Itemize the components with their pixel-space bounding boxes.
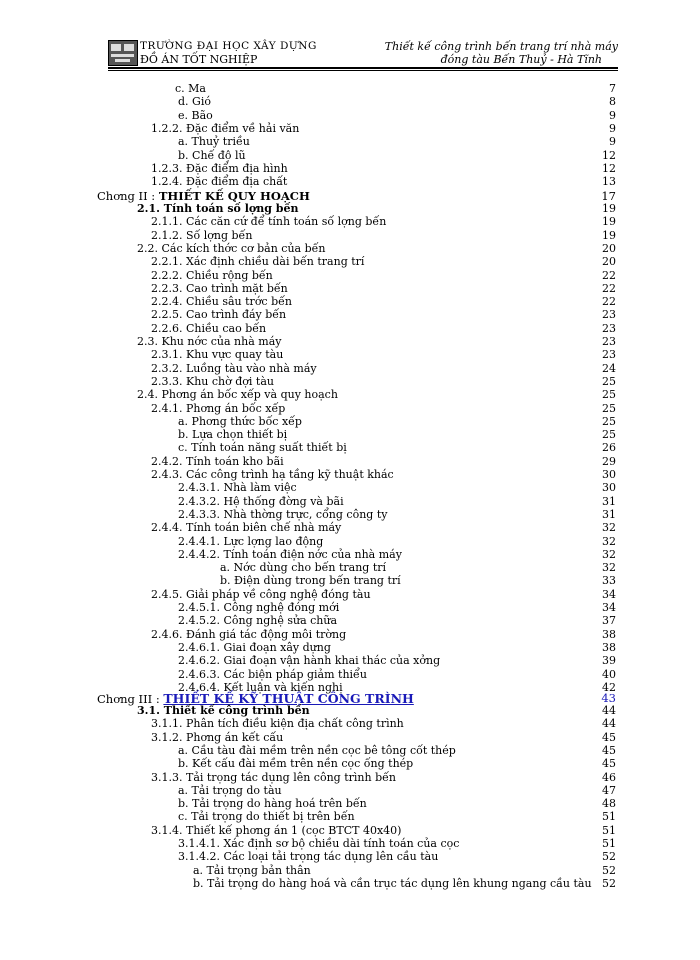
toc-page-number: 17 (601, 189, 616, 203)
toc-entry-title: 2.2.1. Xác định chiều dài bến trang trí (151, 255, 365, 269)
toc-entry (0, 877, 700, 890)
toc-entry-title: 2.4.4.1. Lực lợng lao động (178, 534, 324, 548)
toc-entry (0, 850, 700, 863)
toc-entry-title: 2.4. Phơng án bốc xếp và quy hoạch (137, 388, 338, 402)
toc-entry-title: 2.3.2. Luồng tàu vào nhà máy (151, 361, 317, 375)
toc-page-number: 25 (602, 374, 616, 388)
toc-entry-title: a. Thuỷ triều (178, 135, 250, 149)
toc-entry (0, 574, 700, 587)
toc-entry (0, 322, 700, 335)
toc-entry-title: 1.2.3. Đặc điểm địa hình (151, 161, 288, 175)
toc-entry-title: 2.4.4.2. Tính toán điện nớc của nhà máy (178, 547, 402, 561)
toc-page-number: 34 (602, 601, 616, 614)
toc-page-number: 32 (602, 534, 616, 548)
toc-entry (0, 162, 700, 175)
toc-page-number: 32 (602, 521, 616, 535)
toc-entry-title: 2.4.5.2. Công nghệ sửa chữa (178, 614, 338, 628)
toc-entry-title: a. Phơng thức bốc xếp (178, 414, 302, 428)
toc-entry (0, 521, 700, 534)
toc-page-number: 46 (602, 770, 616, 784)
toc-page-number: 22 (602, 268, 616, 282)
toc-page-number: 39 (602, 654, 616, 668)
toc-entry (0, 548, 700, 561)
toc-page-number: 7 (609, 82, 616, 95)
toc-entry (0, 601, 700, 614)
toc-entry (0, 295, 700, 308)
toc-entry (0, 668, 700, 681)
toc-page-number: 23 (602, 348, 616, 362)
toc-entry-title: a. Cầu tàu đài mềm trên nền cọc bê tông cốt thép (178, 743, 456, 757)
toc-entry-title: 2.2.6. Chiều cao bến (151, 321, 267, 335)
toc-entry-title: 3.1.4. Thiết kế phơng án 1 (cọc BTCT 40x40) (151, 823, 402, 837)
school-name: TRƯỜNG ĐẠI HỌC XÂY DỰNG (140, 40, 317, 52)
toc-entry (0, 308, 700, 321)
toc-entry-title: 2.4.6.3. Các biện pháp giảm thiểu (178, 667, 367, 681)
toc-entry-title: a. Tải trọng do tàu (178, 783, 282, 797)
toc-page-number: 38 (602, 640, 616, 654)
toc-page-number: 13 (602, 175, 616, 189)
toc-page-number: 20 (602, 255, 616, 269)
toc-page-number: 19 (602, 228, 616, 242)
toc-entry (0, 837, 700, 850)
toc-entry-title: 2.2.3. Cao trình mặt bến (151, 281, 288, 295)
toc-entry (0, 797, 700, 810)
toc-entry-title: c. Tính toán năng suất thiết bị (178, 441, 347, 455)
toc-entry-title: 2.1.1. Các căn cứ để tính toán số lợng bến (151, 215, 387, 229)
toc-entry-title: 2.2. Các kích thớc cơ bản của bến (137, 241, 326, 255)
toc-entry-title: 3.1. Thiết kế công trình bến (137, 704, 310, 717)
toc-page-number: 37 (602, 614, 616, 628)
toc-entry-title: b. Chế độ lũ (178, 148, 246, 162)
toc-entry (0, 810, 700, 823)
toc-entry (0, 335, 700, 348)
toc-page-number: 45 (602, 757, 616, 771)
toc-entry (0, 704, 700, 717)
toc-entry-title: e. Bão (178, 108, 213, 122)
toc-entry (0, 455, 700, 468)
toc-entry-title: 2.4.3. Các công trình hạ tầng kỹ thuật khác (151, 468, 394, 481)
toc-entry-title: 2.4.2. Tính toán kho bãi (151, 454, 284, 468)
toc-page-number: 51 (602, 823, 616, 837)
toc-entry (0, 415, 700, 428)
toc-page-number: 12 (602, 161, 616, 175)
toc-entry-title: b. Tải trọng do hàng hoá trên bến (178, 797, 367, 811)
toc-entry-title: 2.4.5.1. Công nghệ đóng mới (178, 601, 340, 614)
toc-entry-title: 2.1. Tính toán số lợng bến (137, 202, 299, 215)
toc-page-number: 40 (602, 667, 616, 681)
toc-entry (0, 202, 700, 215)
toc-page-number: 19 (602, 215, 616, 229)
toc-page-number: 23 (602, 335, 616, 348)
toc-entry-title: 2.4.3.1. Nhà làm việc (178, 481, 297, 495)
toc-page-number: 33 (602, 574, 616, 588)
toc-entry (0, 508, 700, 521)
toc-page-number: 29 (602, 454, 616, 468)
toc-entry-title: 3.1.3. Tải trọng tác dụng lên công trình bến (151, 770, 396, 784)
toc-entry (0, 628, 700, 641)
toc-entry-title: a. Tải trọng bản thân (193, 863, 311, 877)
toc-entry-title: d. Gió (178, 95, 211, 109)
toc-page-number: 23 (602, 308, 616, 322)
toc-page-number: 52 (602, 863, 616, 877)
toc-entry-title: 3.1.4.2. Các loại tải trọng tác dụng lên cầu tàu (178, 850, 439, 864)
toc-entry-title: 2.4.1. Phơng án bốc xếp (151, 401, 286, 415)
toc-entry-title: 2.3.1. Khu vực quay tàu (151, 348, 284, 362)
toc-entry (0, 641, 700, 654)
toc-entry-title: 2.4.6.2. Giai đoạn vận hành khai thác của xởng (178, 654, 441, 668)
toc-entry-title: 2.2.4. Chiều sâu trớc bến (151, 295, 292, 309)
toc-entry (0, 402, 700, 415)
toc-entry-title: c. Tải trọng do thiết bị trên bến (178, 810, 355, 824)
toc-page-number: 24 (602, 361, 616, 375)
toc-entry-title: b. Kết cấu đài mềm trên nền cọc ống thép (178, 757, 414, 771)
toc-page-number: 9 (609, 121, 616, 135)
toc-page-number: 38 (602, 627, 616, 641)
toc-page-number: 52 (602, 850, 616, 864)
toc-page-number: 47 (602, 783, 616, 797)
toc-entry (0, 229, 700, 242)
toc-entry-title: 2.3.3. Khu chờ đợi tàu (151, 374, 274, 388)
toc-entry (0, 824, 700, 837)
toc-page-number: 45 (602, 730, 616, 744)
toc-page-number: 51 (602, 837, 616, 850)
toc-entry (0, 468, 700, 481)
toc-entry-title: 2.4.5. Giải pháp về công nghệ đóng tàu (151, 587, 371, 601)
toc-entry (0, 109, 700, 122)
toc-entry (0, 784, 700, 797)
toc-entry (0, 731, 700, 744)
toc-entry (0, 255, 700, 268)
toc-entry-title: 3.1.1. Phân tích điều kiện địa chất công trình (151, 717, 404, 731)
toc-entry (0, 388, 700, 401)
toc-entry (0, 135, 700, 148)
header-rule-thin (108, 70, 618, 71)
toc-entry-title: 2.4.3.2. Hệ thống đờng và bãi (178, 494, 344, 508)
toc-entry (0, 215, 700, 228)
toc-page-number: 25 (602, 388, 616, 402)
toc-page-number: 8 (609, 95, 616, 109)
toc-page-number: 25 (602, 401, 616, 415)
toc-page-number: 25 (602, 428, 616, 442)
toc-page-number: 51 (602, 810, 616, 824)
toc-page-number: 9 (609, 135, 616, 149)
chapter-title: THIẾT KẾ QUY HOẠCH (158, 189, 310, 203)
toc-entry (0, 561, 700, 574)
header-rule (108, 67, 618, 69)
chapter-title: THIẾT KẾ KỸ THUẬT CÔNG TRÌNH (163, 691, 414, 706)
toc-page-number: 42 (602, 680, 616, 694)
university-logo-icon (108, 40, 138, 66)
toc-page-number: 45 (602, 743, 616, 757)
toc-entry (0, 717, 700, 730)
toc-page-number: 30 (602, 481, 616, 495)
toc-page-number: 32 (602, 547, 616, 561)
toc-page-number: 48 (602, 797, 616, 811)
toc-entry-title: 1.2.4. Đặc điểm địa chất (151, 175, 288, 189)
document-type: ĐỒ ÁN TỐT NGHIỆP (140, 53, 258, 66)
page-header (108, 40, 618, 70)
toc-page-number: 9 (609, 108, 616, 122)
toc-page-number: 22 (602, 281, 616, 295)
toc-entry-title: b. Tải trọng do hàng hoá và cần trục tác dụng lên khung ngang cầu tàu (193, 876, 592, 890)
toc-entry (0, 175, 700, 188)
toc-entry (0, 588, 700, 601)
toc-entry-title: b. Điện dùng trong bến trang trí (220, 574, 401, 588)
toc-entry (0, 348, 700, 361)
toc-entry (0, 362, 700, 375)
toc-page-number: 31 (602, 494, 616, 508)
project-title-line2: đóng tàu Bến Thuỷ - Hà Tĩnh (440, 53, 602, 66)
toc-entry-title: 2.4.3.3. Nhà thờng trực, cổng công ty (178, 507, 388, 521)
toc-entry (0, 242, 700, 255)
toc-entry (0, 614, 700, 627)
toc-entry (0, 535, 700, 548)
toc-entry (0, 375, 700, 388)
toc-entry-title: a. Nớc dùng cho bến trang trí (220, 561, 387, 575)
toc-page-number: 43 (601, 691, 616, 705)
toc-entry (0, 441, 700, 454)
toc-entry-title: 3.1.4.1. Xác định sơ bộ chiều dài tính toán của cọc (178, 837, 460, 850)
toc-page-number: 19 (602, 202, 616, 215)
toc-entry-title: 1.2.2. Đặc điểm về hải văn (151, 121, 300, 135)
toc-page-number: 31 (602, 507, 616, 521)
project-title-line1: Thiết kế công trình bến trang trí nhà máy (384, 40, 618, 53)
toc-page-number: 44 (602, 704, 616, 717)
chapter-label: Chơng III : (97, 692, 164, 706)
toc-entry-title: 2.2.2. Chiều rộng bến (151, 268, 273, 282)
toc-entry-title: 2.1.2. Số lợng bến (151, 228, 253, 242)
toc-page-number: 32 (602, 561, 616, 575)
toc-entry (0, 654, 700, 667)
toc-entry (0, 771, 700, 784)
toc-page-number: 22 (602, 295, 616, 309)
toc-entry-title: 2.4.6. Đánh giá tác động môi trờng (151, 627, 347, 641)
toc-entry (0, 82, 700, 95)
toc-entry (0, 269, 700, 282)
toc-entry-title: b. Lựa chọn thiết bị (178, 428, 288, 442)
toc-page-number: 26 (602, 441, 616, 455)
toc-entry (0, 864, 700, 877)
toc-entry (0, 495, 700, 508)
toc-page-number: 52 (602, 876, 616, 890)
toc-entry (0, 744, 700, 757)
toc-entry-title: c. Ma (175, 82, 206, 95)
toc-page-number: 30 (602, 468, 616, 481)
toc-page-number: 34 (602, 587, 616, 601)
toc-entry (0, 149, 700, 162)
toc-entry (0, 95, 700, 108)
toc-entry (0, 757, 700, 770)
toc-entry (0, 122, 700, 135)
toc-page-number: 25 (602, 414, 616, 428)
toc-entry (0, 481, 700, 494)
toc-entry-title: 2.3. Khu nớc của nhà máy (137, 335, 282, 348)
toc-entry-title: 3.1.2. Phơng án kết cấu (151, 730, 284, 744)
toc-page-number: 23 (602, 321, 616, 335)
toc-entry-title: 2.4.4. Tính toán biên chế nhà máy (151, 521, 342, 535)
toc-page-number: 44 (602, 717, 616, 731)
chapter-label: Chơng II : (97, 189, 159, 203)
toc-entry-title: 2.4.6.1. Giai đoạn xây dựng (178, 640, 331, 654)
toc-entry-title: 2.4.6.4. Kết luận và kiến nghị (178, 680, 343, 694)
toc-page-number: 12 (602, 148, 616, 162)
toc-entry-title: 2.2.5. Cao trình đáy bến (151, 308, 287, 322)
toc-page-number: 20 (602, 241, 616, 255)
toc-entry (0, 282, 700, 295)
toc-entry (0, 428, 700, 441)
